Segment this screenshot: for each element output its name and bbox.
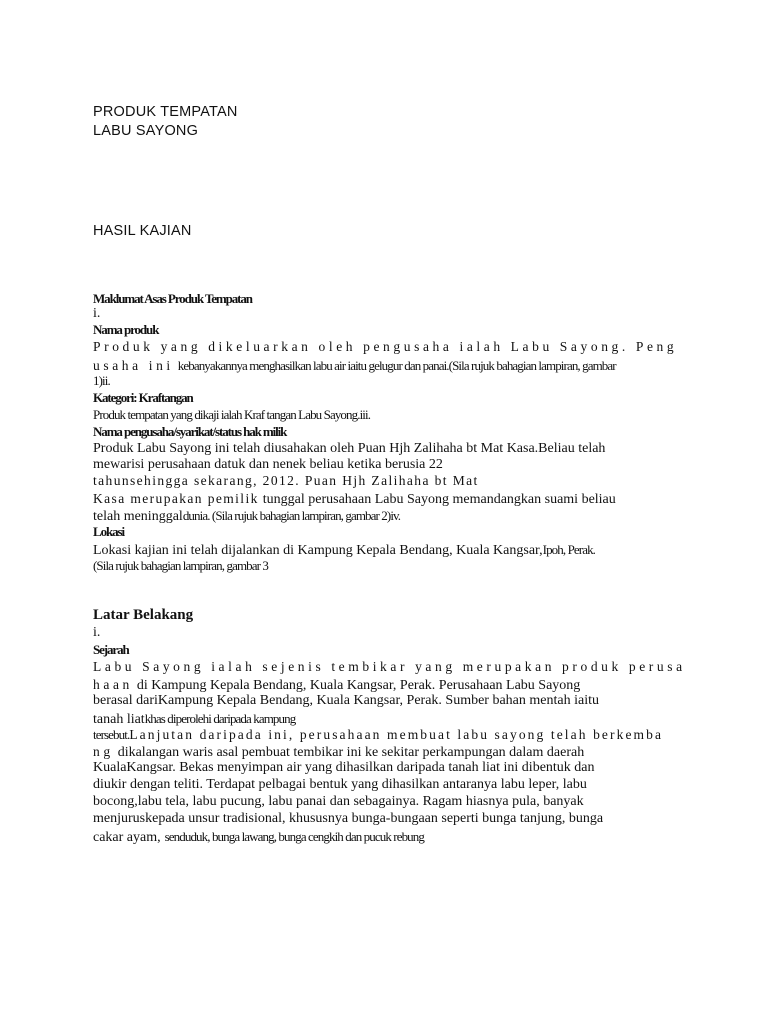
paragraph-line: Produk tempatan yang dikaji ialah Kraf tangan Labu Sayong.iii.	[93, 407, 371, 422]
text-run: di Kampung Kepala Bendang, Kuala Kangsar, Perak. Perusahaan Labu Sayong	[136, 678, 581, 693]
text-run: dunia. (Sila rujuk bahagian lampiran, gambar 2)iv.	[182, 508, 401, 523]
paragraph-line	[93, 744, 584, 760]
paragraph-line	[93, 711, 295, 727]
text-run: Ipoh, Perak.	[542, 542, 596, 557]
paragraph-line: Produk Labu Sayong ini telah diusahakan oleh Puan Hjh Zalihaha bt Mat Kasa.Beliau telah	[93, 441, 606, 456]
text-run: khas diperolehi daripada kampung	[144, 711, 296, 726]
text-run: Lanjutan daripada ini, perusahaan membuat labu sayong telah berkemba	[129, 727, 664, 742]
paragraph-line	[93, 829, 424, 845]
paragraph-line	[93, 491, 616, 507]
paragraph-line: KualaKangsar. Bekas menyimpan air yang dihasilkan daripada tanah liat ini dibentuk dan	[93, 760, 595, 775]
text-run: tanah liat	[93, 712, 145, 727]
roman-numeral: i.	[93, 306, 101, 321]
section-heading-hasil-kajian: HASIL KAJIAN	[93, 223, 192, 239]
label-sejarah: Sejarah	[93, 642, 129, 657]
text-run: cakar ayam,	[93, 830, 161, 845]
paragraph-line: diukir dengan teliti. Terdapat pelbagai bentuk yang dihasilkan antaranya labu leper, labu	[93, 777, 587, 792]
text-run: dikalangan waris asal pembuat tembikar ini ke sekitar perkampungan dalam daerah	[117, 745, 585, 760]
paragraph-line: bocong,labu tela, labu pucung, labu panai dan sebagainya. Ragam hiasnya pula, banyak	[93, 794, 584, 809]
paragraph-line: Labu Sayong ialah sejenis tembikar yang merupakan produk perusa	[93, 659, 686, 674]
text-run: haan	[93, 677, 133, 692]
paragraph-line: Produk yang dikeluarkan oleh pengusaha ialah Labu Sayong. Peng	[93, 339, 678, 354]
label-pengusaha: Nama pengusaha/syarikat/status hak milik	[93, 424, 287, 439]
paragraph-line	[93, 542, 595, 558]
paragraph-line: tahunsehingga sekarang, 2012. Puan Hjh Zalihaha bt Mat	[93, 473, 479, 488]
text-run: telah meninggal	[93, 509, 183, 524]
subheading-maklumat: Maklumat Asas Produk Tempatan	[93, 291, 252, 306]
text-run: Kasa merupakan pemilik	[93, 491, 259, 506]
paragraph-line	[93, 677, 580, 693]
roman-numeral: i.	[93, 625, 101, 640]
paragraph-line: 1)ii.	[93, 373, 110, 388]
paragraph-line	[93, 358, 616, 374]
text-run: usaha ini	[93, 358, 174, 373]
paragraph-line	[93, 508, 400, 524]
text-run: Lokasi kajian ini telah dijalankan di Kampung Kepala Bendang, Kuala Kangsar,	[93, 543, 543, 558]
text-run: ng	[93, 744, 114, 759]
text-run: tunggal perusahaan Labu Sayong memandangkan suami beliau	[262, 492, 616, 507]
text-run: senduduk, bunga lawang, bunga cengkih dan pucuk rebung	[164, 829, 424, 844]
title-line-2: LABU SAYONG	[93, 123, 199, 139]
paragraph-line: (Sila rujuk bahagian lampiran, gambar 3	[93, 558, 269, 573]
paragraph-line: mewarisi perusahaan datuk dan nenek beliau ketika berusia 22	[93, 457, 443, 472]
text-run: kebanyakannya menghasilkan labu air iaitu gelugur dan panai.(Sila rujuk bahagian lampiran, gambar	[177, 358, 616, 373]
paragraph-line: berasal dariKampung Kepala Bendang, Kuala Kangsar, Perak. Sumber bahan mentah iaitu	[93, 693, 599, 708]
text-run: tersebut.	[93, 727, 130, 742]
paragraph-line: menjuruskepada unsur tradisional, khususnya bunga-bungaan seperti bunga tanjung, bunga	[93, 811, 604, 826]
label-lokasi: Lokasi	[93, 524, 124, 539]
label-nama-produk: Nama produk	[93, 322, 159, 337]
label-kategori: Kategori: Kraftangan	[93, 390, 193, 405]
paragraph-line	[93, 727, 663, 743]
title-line-1: PRODUK TEMPATAN	[93, 104, 238, 120]
section-heading-latar-belakang: Latar Belakang	[93, 607, 194, 623]
